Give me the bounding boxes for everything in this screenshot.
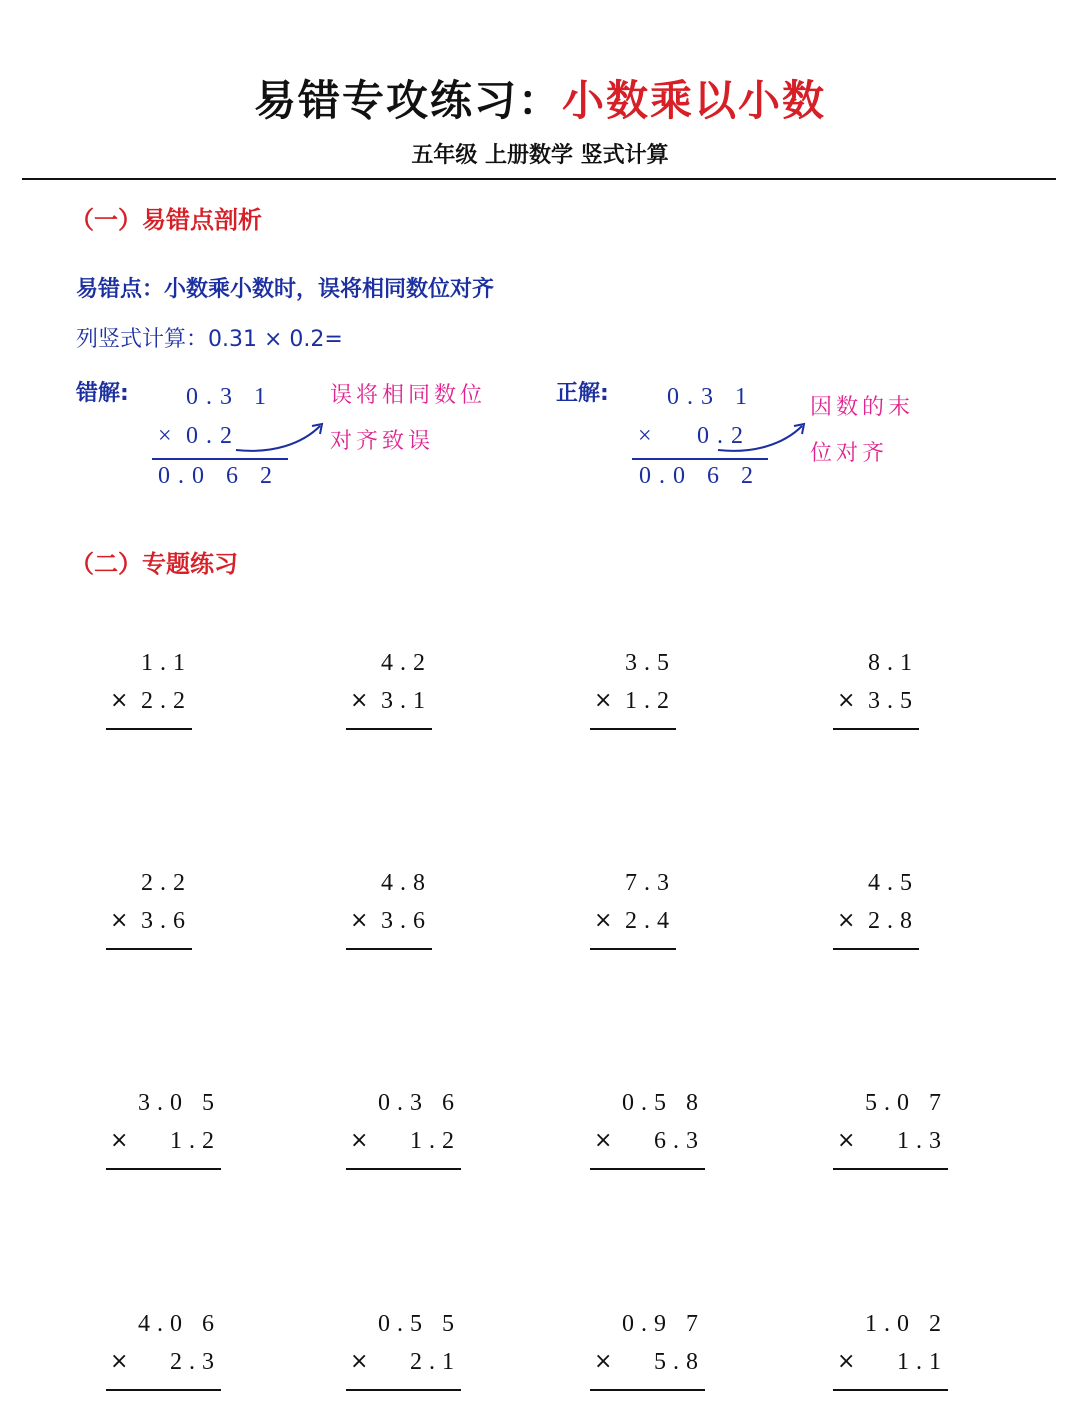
practice-problem bbox=[833, 1090, 948, 1190]
times-sign: × bbox=[837, 688, 856, 713]
practice-problem bbox=[590, 1311, 705, 1411]
section2-heading: （二）专题练习 bbox=[70, 550, 238, 578]
multiplier: 2.3 bbox=[170, 1349, 221, 1375]
answer-line bbox=[590, 1389, 705, 1391]
answer-line bbox=[106, 728, 192, 730]
practice-problem bbox=[106, 870, 192, 970]
practice-problem bbox=[590, 1090, 705, 1190]
multiplicand: 3.5 bbox=[625, 650, 676, 676]
multiplier: 1.2 bbox=[170, 1128, 221, 1154]
answer-line bbox=[346, 1168, 461, 1170]
multiplicand: 0.5 5 bbox=[378, 1311, 461, 1337]
wrong-note-line1: 误将相同数位 bbox=[330, 383, 487, 408]
practice-problem bbox=[590, 870, 676, 970]
practice-problem bbox=[346, 650, 432, 750]
multiplier: 1.2 bbox=[625, 688, 676, 714]
wrong-top-number: 0.3 1 bbox=[186, 384, 274, 410]
multiplicand: 2.2 bbox=[141, 870, 192, 896]
practice-problem bbox=[346, 870, 432, 970]
practice-problem bbox=[106, 650, 192, 750]
wrong-bottom-number: 0.2 bbox=[186, 423, 240, 449]
header-divider bbox=[22, 178, 1056, 180]
multiplier: 3.6 bbox=[141, 908, 192, 934]
multiplicand: 4.2 bbox=[381, 650, 432, 676]
practice-problem bbox=[590, 650, 676, 750]
section1-heading: （一）易错点剖析 bbox=[70, 206, 262, 234]
right-note-line2: 位对齐 bbox=[810, 441, 889, 466]
multiplier: 5.8 bbox=[654, 1349, 705, 1375]
answer-line bbox=[590, 728, 676, 730]
multiplicand: 8.1 bbox=[868, 650, 919, 676]
practice-problem bbox=[346, 1311, 461, 1411]
times-sign: × bbox=[837, 1128, 856, 1153]
multiplier: 2.2 bbox=[141, 688, 192, 714]
wrong-arrow-icon bbox=[232, 420, 332, 460]
multiplicand: 4.0 6 bbox=[138, 1311, 221, 1337]
multiplier: 6.3 bbox=[654, 1128, 705, 1154]
answer-line bbox=[106, 1389, 221, 1391]
answer-line bbox=[833, 1168, 948, 1170]
times-sign: × bbox=[350, 908, 369, 933]
answer-line bbox=[346, 728, 432, 730]
answer-line bbox=[833, 1389, 948, 1391]
multiplicand: 1.1 bbox=[141, 650, 192, 676]
right-note-line1: 因数的末 bbox=[810, 395, 915, 420]
multiplier: 2.4 bbox=[625, 908, 676, 934]
times-sign: × bbox=[110, 1128, 129, 1153]
times-sign: × bbox=[110, 688, 129, 713]
multiplicand: 0.3 6 bbox=[378, 1090, 461, 1116]
multiplicand: 4.8 bbox=[381, 870, 432, 896]
wrong-result: 0.0 6 2 bbox=[158, 463, 280, 489]
right-times-sign: × bbox=[638, 423, 660, 449]
practice-problem bbox=[833, 1311, 948, 1411]
times-sign: × bbox=[594, 1349, 613, 1374]
right-label: 正解: bbox=[556, 381, 609, 406]
multiplier: 3.6 bbox=[381, 908, 432, 934]
answer-line bbox=[346, 1389, 461, 1391]
times-sign: × bbox=[837, 1349, 856, 1374]
right-result: 0.0 6 2 bbox=[639, 463, 761, 489]
multiplicand: 4.5 bbox=[868, 870, 919, 896]
times-sign: × bbox=[837, 908, 856, 933]
practice-problem bbox=[346, 1090, 461, 1190]
times-sign: × bbox=[350, 1349, 369, 1374]
times-sign: × bbox=[594, 1128, 613, 1153]
times-sign: × bbox=[110, 908, 129, 933]
times-sign: × bbox=[594, 688, 613, 713]
task-text: 列竖式计算：0.31 × 0.2= bbox=[76, 327, 343, 352]
wrong-label: 错解: bbox=[76, 381, 129, 406]
multiplicand: 0.9 7 bbox=[622, 1311, 705, 1337]
practice-problem bbox=[106, 1311, 221, 1411]
times-sign: × bbox=[350, 1128, 369, 1153]
multiplicand: 0.5 8 bbox=[622, 1090, 705, 1116]
times-sign: × bbox=[350, 688, 369, 713]
multiplicand: 3.0 5 bbox=[138, 1090, 221, 1116]
answer-line bbox=[106, 1168, 221, 1170]
answer-line bbox=[346, 948, 432, 950]
practice-problem bbox=[106, 1090, 221, 1190]
right-top-number: 0.3 1 bbox=[667, 384, 755, 410]
title-main: 易错专攻练习： bbox=[253, 76, 562, 125]
error-point-text: 易错点：小数乘小数时，误将相同数位对齐 bbox=[76, 277, 495, 302]
right-bottom-number: 0.2 bbox=[697, 423, 751, 449]
multiplier: 3.5 bbox=[868, 688, 919, 714]
multiplier: 1.1 bbox=[897, 1349, 948, 1375]
multiplier: 1.3 bbox=[897, 1128, 948, 1154]
title-topic: 小数乘以小数 bbox=[562, 76, 827, 125]
answer-line bbox=[833, 948, 919, 950]
multiplicand: 5.0 7 bbox=[865, 1090, 948, 1116]
subtitle: 五年级 上册数学 竖式计算 bbox=[411, 143, 669, 168]
right-arrow-icon bbox=[714, 420, 814, 460]
multiplier: 3.1 bbox=[381, 688, 432, 714]
wrong-note-line2: 对齐致误 bbox=[330, 429, 435, 454]
wrong-times-sign: × bbox=[158, 423, 180, 449]
multiplicand: 7.3 bbox=[625, 870, 676, 896]
answer-line bbox=[106, 948, 192, 950]
answer-line bbox=[590, 1168, 705, 1170]
multiplier: 2.1 bbox=[410, 1349, 461, 1375]
multiplier: 2.8 bbox=[868, 908, 919, 934]
multiplier: 1.2 bbox=[410, 1128, 461, 1154]
times-sign: × bbox=[110, 1349, 129, 1374]
multiplicand: 1.0 2 bbox=[865, 1311, 948, 1337]
answer-line bbox=[590, 948, 676, 950]
practice-problem bbox=[833, 650, 919, 750]
page-title bbox=[0, 68, 1080, 128]
answer-line bbox=[833, 728, 919, 730]
times-sign: × bbox=[594, 908, 613, 933]
practice-problem bbox=[833, 870, 919, 970]
